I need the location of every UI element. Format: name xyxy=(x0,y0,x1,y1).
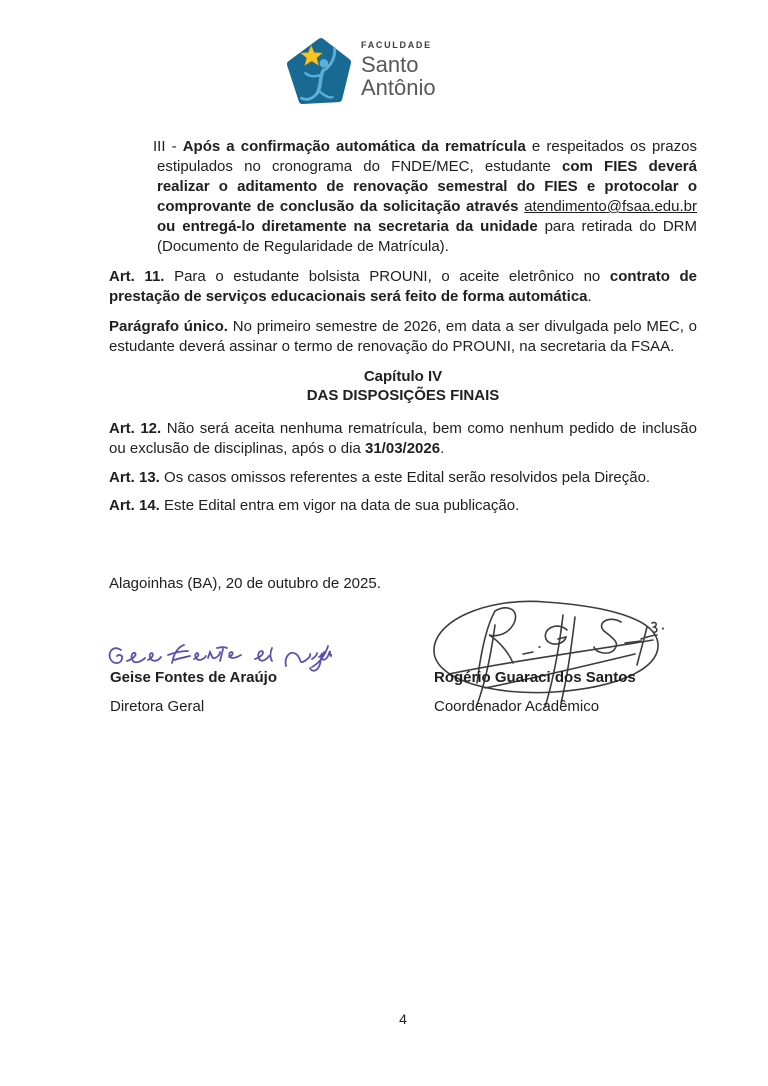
text-run: Art. 13. xyxy=(109,469,160,486)
paragraph-date xyxy=(109,574,697,594)
item-marker: III - xyxy=(153,138,183,155)
text-run: . xyxy=(440,440,445,457)
document-body xyxy=(109,137,697,594)
paragraph-item-iii xyxy=(109,137,697,257)
text-run: Art. 11. xyxy=(109,268,165,285)
chapter-heading-line: DAS DISPOSIÇÕES FINAIS xyxy=(306,387,500,404)
text-run: Após a confirmação automática da rematrícula xyxy=(182,138,526,155)
signatory-name-left: Geise Fontes de Araújo xyxy=(110,669,277,686)
text-run: Este Edital entra em vigor na data de sua publicação. xyxy=(159,497,520,514)
page-number: 4 xyxy=(399,1011,407,1027)
chapter-heading-line: Capítulo IV xyxy=(363,368,443,385)
text-run: Não será aceita nenhuma rematrícula, bem como nenhum pedido de inclusão ou exclusão de disciplinas, após o dia xyxy=(109,420,697,457)
text-run: ou entregá-lo diretamente na secretaria da unidade xyxy=(157,218,538,235)
email-link[interactable]: atendimento@fsaa.edu.br xyxy=(524,198,697,215)
logo-name-line2: Antônio xyxy=(361,75,436,100)
text-run: Os casos omissos referentes a este Edital serão resolvidos pela Direção. xyxy=(159,469,651,486)
signatory-title-right: Coordenador Acadêmico xyxy=(434,698,600,715)
logo xyxy=(286,36,436,110)
chapter-heading xyxy=(109,367,697,405)
paragraph-art-14 xyxy=(109,496,697,516)
logo-faculdade-label: FACULDADE xyxy=(361,40,432,50)
text-run: Para o estudante bolsista PROUNI, o aceite eletrônico no xyxy=(164,268,610,285)
text-run: No primeiro semestre de 2026, em data a ser divulgada pelo MEC, o estudante deverá assinar o termo de renovação do PROUNI, na secretaria da FSAA. xyxy=(109,318,698,355)
text-run: Alagoinhas (BA), 20 de outubro de 2025. xyxy=(109,575,381,592)
text-run: e respeitados os prazos estipulados no cronograma do FNDE/MEC, estudante xyxy=(157,138,697,175)
text-run: Art. 12. xyxy=(109,420,162,437)
signatory-title-left: Diretora Geral xyxy=(110,698,205,715)
text-run: . xyxy=(587,288,592,305)
paragraph-art-13 xyxy=(109,468,697,488)
text-run: Art. 14. xyxy=(109,497,160,514)
text-run: 31/03/2026 xyxy=(365,440,441,457)
signatory-name-right: Rogério Guaraci dos Santos xyxy=(434,669,636,686)
logo-text xyxy=(361,36,436,99)
signature-rogerio-ink xyxy=(423,595,667,711)
logo-icon xyxy=(286,36,352,110)
text-run: contrato de prestação de serviços educacionais será feito de forma automática xyxy=(109,268,697,305)
text-run: Parágrafo único. xyxy=(109,318,228,335)
paragraph-art-12 xyxy=(109,419,697,459)
paragraph-paragrafo-unico xyxy=(109,317,697,357)
text-run: para retirada do DRM (Documento de Regularidade de Matrícula). xyxy=(157,218,697,255)
text-run: com FIES deverá realizar o aditamento de renovação semestral do FIES e protocolar o comprovante de conclusão da solicitação através xyxy=(157,158,697,215)
logo-name-line1: Santo xyxy=(361,52,419,77)
paragraph-art-11 xyxy=(109,267,697,307)
